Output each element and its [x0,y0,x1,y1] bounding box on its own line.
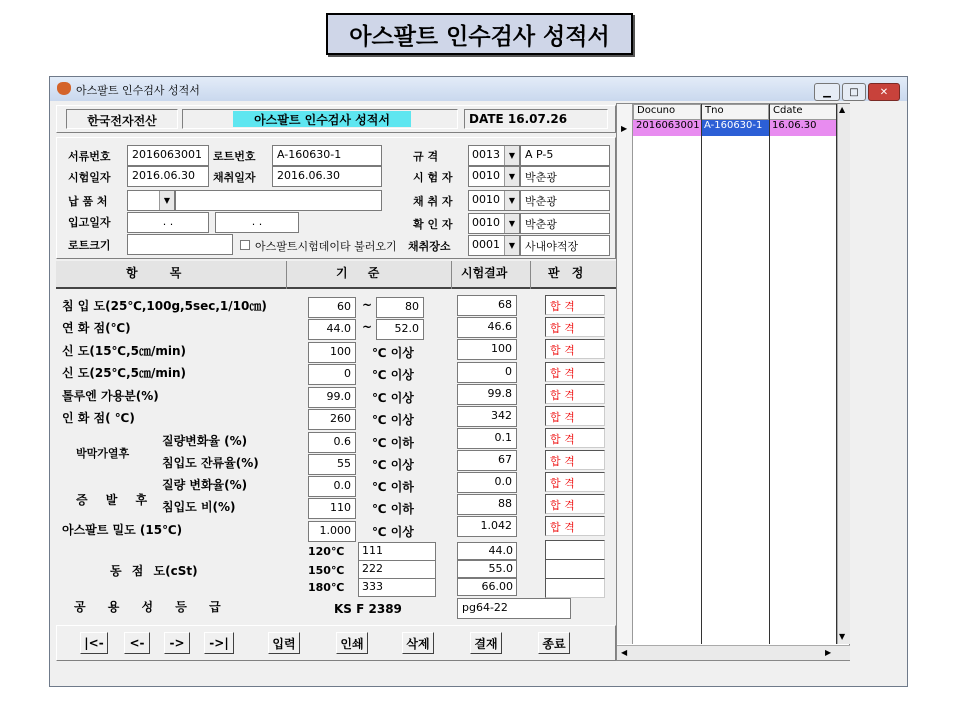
row-label-softening-point: 연 화 점(℃) [62,321,131,335]
viscosity-result-180[interactable]: 66.00 [457,578,517,596]
std-unit-density: ℃ 이상 [372,525,414,539]
judge-flash: 합 격 [545,406,605,426]
scroll-down-icon: ▼ [839,632,846,641]
place-label: 채취장소 [408,240,451,253]
receipt-date-from[interactable]: . . [127,212,209,233]
supplier-label: 납 품 처 [68,195,108,208]
std-min-ductility-15[interactable]: 100 [308,342,356,363]
doc-no-label: 서류번호 [68,150,111,163]
load-data-label: 아스팔트시험데이타 불러오기 [255,240,397,253]
tester-code-select[interactable] [468,166,520,187]
item-column-header: 항 목 [126,266,182,280]
window-titlebar [50,77,907,101]
print-button[interactable]: 인쇄 [336,632,368,654]
std-min-penetration[interactable]: 60 [308,297,356,318]
std-unit-toluene: ℃ 이상 [372,391,414,405]
sampler-label: 채 취 자 [413,195,453,208]
std-unit-ratio: ℃ 이하 [372,502,414,516]
result-mass-thin[interactable]: 0.1 [457,428,517,449]
std-unit-mass-evap: ℃ 이하 [372,480,414,494]
minimize-button[interactable] [814,83,840,101]
grid-header-cdate[interactable]: Cdate [769,104,837,120]
spec-code: 0013 [472,148,500,161]
checker-label: 확 인 자 [413,218,453,231]
chevron-down-icon: ▼ [159,191,174,210]
supplier-name-field[interactable] [175,190,382,211]
viscosity-result-120[interactable]: 44.0 [457,542,517,560]
spec-label: 규 격 [413,150,439,163]
std-min-density[interactable]: 1.000 [308,521,356,542]
judge-retention: 합 격 [545,450,605,470]
std-sep-softening: ~ [362,320,373,334]
judge-ratio: 합 격 [545,494,605,514]
scroll-right-icon: ▶ [825,648,832,657]
result-penetration[interactable]: 68 [457,295,517,316]
tester-code: 0010 [472,169,500,182]
sample-date-label: 채취일자 [213,171,256,184]
std-max-penetration[interactable]: 80 [376,297,424,318]
std-max-softening[interactable]: 52.0 [376,319,424,340]
row-label-ductility-15: 신 도(15℃,5㎝/min) [62,344,187,358]
spec-code-select[interactable] [468,145,520,166]
receipt-date-to[interactable]: . . [215,212,299,233]
result-ratio[interactable]: 88 [457,494,517,515]
std-min-mass-thin[interactable]: 0.6 [308,432,356,453]
viscosity-temp-120: 120℃ [308,545,345,558]
table-header [56,261,616,289]
group-label-evaporation: 증 발 후 [76,493,148,507]
supplier-select[interactable] [127,190,175,211]
grid-header-docuno[interactable]: Docuno [633,104,701,120]
grid-vertical-scrollbar[interactable] [837,104,850,644]
group-label-thin-film: 박막가열후 [76,447,130,460]
sampler-code-select[interactable] [468,190,520,211]
chevron-down-icon: ▼ [504,214,519,233]
std-min-flash[interactable]: 260 [308,409,356,430]
row-label-toluene: 톨루엔 가용분(%) [62,389,159,403]
row-label-penetration: 침 입 도(25℃,100g,5sec,1/10㎝) [62,299,267,313]
std-unit-mass-thin: ℃ 이하 [372,436,414,450]
viscosity-std-150[interactable]: 222 [358,560,436,579]
form-title: 아스팔트 인수검사 성적서 [233,111,411,127]
sampler-name-field[interactable]: 박춘광 [520,190,610,211]
test-date-field[interactable]: 2016.06.30 [127,166,209,187]
spec-name-field[interactable]: A P-5 [520,145,610,166]
place-code: 0001 [472,238,500,251]
grid-horizontal-scrollbar[interactable] [617,645,850,660]
company-name: 한국전자전산 [66,109,178,129]
result-density[interactable]: 1.042 [457,516,517,537]
tester-label: 시 험 자 [413,171,453,184]
result-column-header: 시험결과 [461,266,508,280]
std-unit-retention: ℃ 이상 [372,458,414,472]
judge-ductility-15: 합 격 [545,339,605,359]
current-row-arrow-icon: ▶ [621,124,628,133]
viscosity-std-180[interactable]: 333 [358,578,436,597]
app-window [49,76,908,687]
checker-name-field[interactable]: 박춘광 [520,213,610,234]
slide-title: 아스팔트 인수검사 성적서 [326,13,633,55]
lot-no-field[interactable]: A-160630-1 [272,145,382,166]
result-ductility-15[interactable]: 100 [457,339,517,360]
row-label-penetration-retention: 침입도 잔류율(%) [162,456,259,470]
delete-button[interactable]: 삭제 [402,632,434,654]
std-min-mass-evap[interactable]: 0.0 [308,476,356,497]
judge-penetration: 합 격 [545,295,605,315]
std-min-ductility-25[interactable]: 0 [308,364,356,385]
viscosity-std-120[interactable]: 111 [358,542,436,561]
chevron-down-icon: ▼ [504,191,519,210]
std-min-softening[interactable]: 44.0 [308,319,356,340]
approve-button[interactable]: 결재 [470,632,502,654]
judge-ductility-25: 합 격 [545,362,605,382]
receipt-date-label: 입고일자 [68,216,111,229]
first-record-button[interactable]: |<- [80,632,108,654]
record-grid[interactable] [616,103,850,661]
scroll-up-icon: ▲ [839,105,846,114]
input-button[interactable]: 입력 [268,632,300,654]
std-unit-ductility-15: ℃ 이상 [372,346,414,360]
result-flash[interactable]: 342 [457,406,517,427]
viscosity-temp-180: 180℃ [308,581,345,594]
chevron-down-icon: ▼ [504,167,519,186]
row-label-mass-change-thin: 질량변화율 (%) [162,434,248,448]
tester-name-field[interactable]: 박춘광 [520,166,610,187]
doc-no-field[interactable]: 2016063001 [127,145,209,166]
exit-button[interactable]: 종료 [538,632,570,654]
scroll-left-icon: ◀ [621,648,628,657]
viscosity-label: 동 점 도(cSt) [110,564,198,578]
minimize-icon: ▁ [823,86,831,98]
sample-date-field[interactable]: 2016.06.30 [272,166,382,187]
std-min-ratio[interactable]: 110 [308,498,356,519]
last-record-button[interactable]: ->| [204,632,234,654]
judge-mass-evap: 합 격 [545,472,605,492]
form-title-box [182,109,458,129]
checker-code: 0010 [472,216,500,229]
place-code-select[interactable] [468,235,520,256]
grade-standard: KS F 2389 [334,602,402,616]
grade-value-field[interactable]: pg64-22 [457,598,571,619]
prev-record-button[interactable]: <- [124,632,150,654]
window-title: 아스팔트 인수검사 성적서 [76,84,200,97]
viscosity-result-150[interactable]: 55.0 [457,560,517,578]
row-label-density: 아스팔트 밀도 (15℃) [62,523,183,537]
std-unit-ductility-25: ℃ 이상 [372,368,414,382]
lot-size-label: 로트크기 [68,239,111,252]
lot-size-field[interactable] [127,234,233,255]
sampler-code: 0010 [472,193,500,206]
next-record-button[interactable]: -> [164,632,190,654]
std-sep-penetration: ~ [362,298,373,312]
grid-cell-cdate[interactable]: 16.06.30 [772,120,817,131]
judge-toluene: 합 격 [545,384,605,404]
result-softening[interactable]: 46.6 [457,317,517,338]
load-data-checkbox[interactable] [240,240,250,250]
grade-label: 공 용 성 등 급 [74,600,221,614]
judge-density: 합 격 [545,516,605,536]
row-label-flash-point: 인 화 점( ℃) [62,411,135,425]
close-icon: ✕ [879,86,889,98]
result-ductility-25[interactable]: 0 [457,362,517,383]
std-min-toluene[interactable]: 99.0 [308,387,356,408]
viscosity-temp-150: 150℃ [308,564,345,577]
standard-column-header: 기 준 [336,266,380,280]
grid-header-tno[interactable]: Tno [701,104,769,120]
app-fox-icon [57,82,71,95]
row-label-ductility-25: 신 도(25℃,5㎝/min) [62,366,187,380]
judge-softening: 합 격 [545,317,605,337]
chevron-down-icon: ▼ [504,146,519,165]
place-name-field[interactable]: 사내야적장 [520,235,610,256]
close-button[interactable] [868,83,900,101]
maximize-icon: □ [849,86,859,98]
judge-viscosity-120 [545,540,605,560]
result-retention[interactable]: 67 [457,450,517,471]
checker-code-select[interactable] [468,213,520,234]
report-date: DATE 16.07.26 [464,109,608,129]
result-toluene[interactable]: 99.8 [457,384,517,405]
std-unit-flash: ℃ 이상 [372,413,414,427]
row-label-mass-change-evap: 질량 변화율(%) [162,478,248,492]
grid-row-selector [617,104,633,644]
row-label-penetration-ratio: 침입도 비(%) [162,500,236,514]
test-date-label: 시험일자 [68,171,111,184]
maximize-button[interactable] [842,83,866,101]
grid-cell-docuno[interactable]: 2016063001 [636,120,700,131]
chevron-down-icon: ▼ [504,236,519,255]
judge-viscosity-150 [545,559,605,579]
std-min-retention[interactable]: 55 [308,454,356,475]
judge-column-header: 판 정 [548,266,584,280]
lot-no-label: 로트번호 [213,150,256,163]
result-mass-evap[interactable]: 0.0 [457,472,517,493]
judge-viscosity-180 [545,578,605,598]
grid-cell-tno[interactable]: A-160630-1 [701,120,769,136]
judge-mass-thin: 합 격 [545,428,605,448]
